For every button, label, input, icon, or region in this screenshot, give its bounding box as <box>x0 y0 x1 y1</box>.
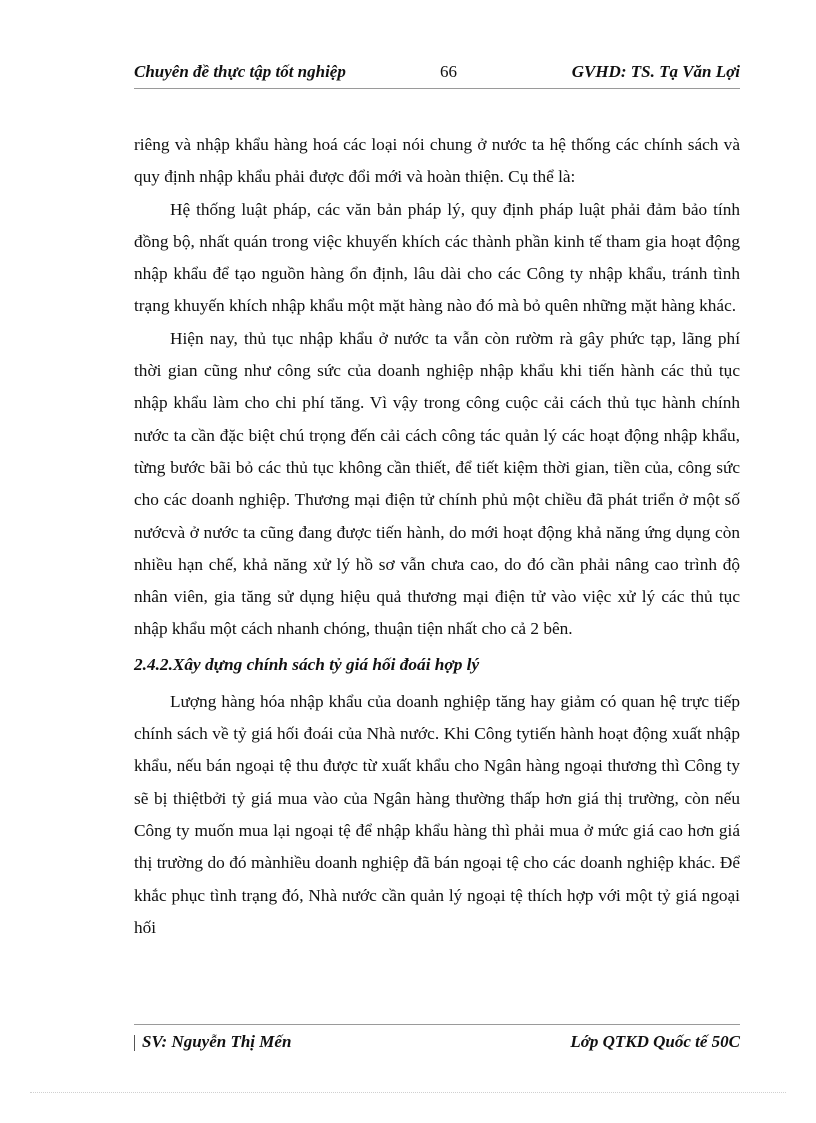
page-header <box>134 58 740 88</box>
student-name: SV: Nguyễn Thị Mến <box>142 1032 292 1051</box>
advisor-name: GVHD: TS. Tạ Văn Lợi <box>571 62 740 81</box>
section-heading: 2.4.2.Xây dựng chính sách tỷ giá hối đoái hợp lý <box>134 654 480 674</box>
footer-bar <box>134 1035 135 1051</box>
page-number: 66 <box>440 62 457 81</box>
paragraph-4: Lượng hàng hóa nhập khẩu của doanh nghiệp tăng hay giảm có quan hệ trực tiếp chính sách về tỷ giá hối đoái của Nhà nước. Khi Công tytiến hành hoạt động xuất nhập khẩu, nếu bán ngoại tệ thu được từ xuất khẩu cho Ngân hàng ngoại thương thì Công ty sẽ bị thiệtbởi tỷ giá mua vào của Ngân hàng thường thấp hơn giá thị trường, còn nếu Công ty muốn mua lại ngoại tệ để nhập khẩu hàng thì phải mua ở mức giá cao hơn giá thị trường do đó mànhiều doanh nghiệp đã bán ngoại tệ cho các doanh nghiệp khác. Để khắc phục tình trạng đó, Nhà nước cần quản lý ngoại tệ thích hợp với một tỷ giá ngoại hối <box>134 691 740 937</box>
paragraph-3: Hiện nay, thủ tục nhập khẩu ở nước ta vẫn còn rườm rà gây phức tạp, lãng phí thời gian cũng như công sức của doanh nghiệp nhập khẩu khi tiến hành các thủ tục nhập khẩu làm cho chi phí tăng. Vì vậy trong công cuộc cải cách thủ tục hành chính nước ta cần đặc biệt chú trọng đến cải cách công tác quản lý các hoạt động nhập khẩu, từng bước bãi bỏ các thủ tục không cần thiết, để tiết kiệm thời gian, tiền của, công sức cho các doanh nghiệp. Thương mại điện tử chính phủ một chiều đã phát triển ở một số nướcvà ở nước ta cũng đang được tiến hành, do mới hoạt động khả năng ứng dụng còn nhiều hạn chế, khả năng xử lý hồ sơ vẫn chưa cao, do đó cần phải nâng cao trình độ nhân viên, gia tăng sử dụng hiệu quả thương mại điện tử vào việc xử lý các thủ tục nhập khẩu một cách nhanh chóng, thuận tiện nhất cho cả 2 bên. <box>134 328 740 639</box>
paragraph-2: Hệ thống luật pháp, các văn bản pháp lý, quy định pháp luật phải đảm bảo tính đồng bộ, nhất quán trong việc khuyến khích các thành phần kinh tế tham gia hoạt động nhập khẩu để tạo nguồn hàng ổn định, lâu dài cho các Công ty nhập khẩu, tránh tình trạng khuyến khích nhập khẩu một mặt hàng nào đó mà bỏ quên những mặt hàng khác. <box>134 199 740 316</box>
page-edge-line <box>30 1092 786 1093</box>
footer-divider <box>134 1024 740 1025</box>
class-name: Lớp QTKD Quốc tế 50C <box>570 1032 740 1051</box>
header-divider <box>134 88 740 89</box>
document-body <box>134 129 740 944</box>
page-footer <box>134 1030 740 1058</box>
paragraph-1: riêng và nhập khẩu hàng hoá các loại nói chung ở nước ta hệ thống các chính sách và quy định nhập khẩu phải được đổi mới và hoàn thiện. Cụ thể là: <box>134 135 740 187</box>
document-title: Chuyên đề thực tập tốt nghiệp <box>134 62 346 81</box>
